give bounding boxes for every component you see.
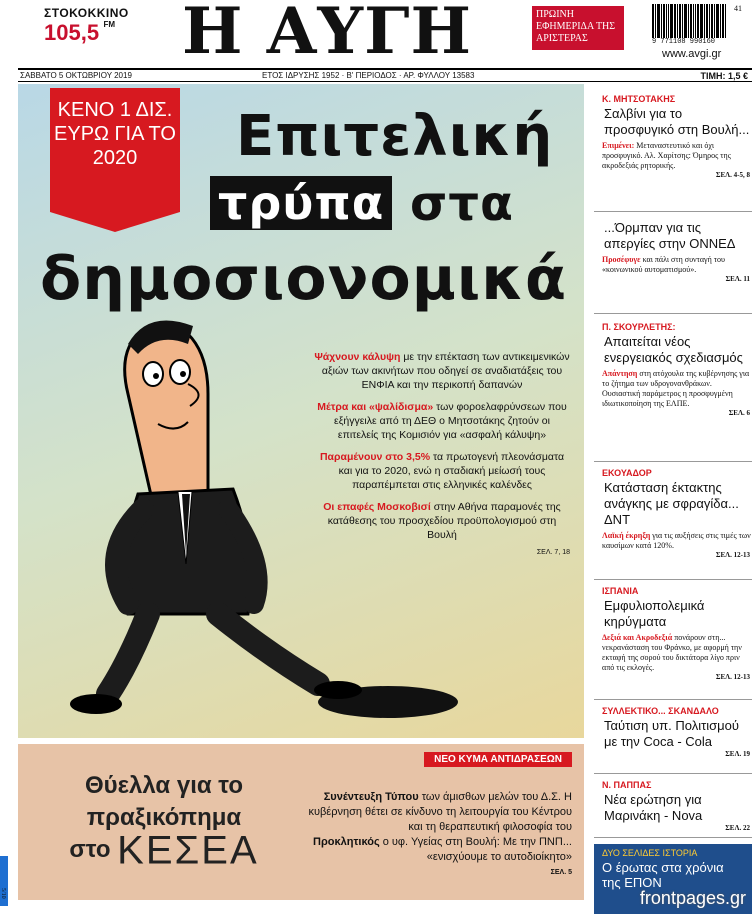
headline-line-2: στα: [410, 176, 514, 232]
founding-info: ΕΤΟΣ ΙΔΡΥΣΗΣ 1952 · Β' ΠΕΡΙΟΔΟΣ · ΑΡ. ΦΥΛΛΟΥ 13583: [262, 71, 475, 80]
radio-promo[interactable]: [44, 6, 144, 46]
headline-line-2-highlight: τρύπα: [210, 176, 392, 230]
bottom-headline: Θύελλα για το πραξικόπημα στο ΚΕΣΕΑ: [69, 772, 259, 873]
main-story-text: [314, 350, 570, 560]
left-edge-number: 5/10: [0, 888, 6, 899]
newspaper-tagline: ΠΡΩΙΝΗ ΕΦΗΜΕΡΙΔΑ ΤΗΣ ΑΡΙΣΤΕΡΑΣ: [532, 6, 624, 50]
price: ΤΙΜΗ: 1,5 €: [700, 70, 748, 81]
sidebar-item[interactable]: ΣΥΛΛΕΚΤΙΚΟ... ΣΚΑΝΔΑΛΟ Ταύτιση υπ. Πολιτισμού με την Coca - Cola ΣΕΛ. 19: [594, 706, 752, 774]
sidebar-item[interactable]: Κ. ΜΗΤΣΟΤΑΚΗΣ Σαλβίνι για το προσφυγικό στη Βουλή... Επιμένει: Μεταναστευτικό και όχι προσφυγικό. Αλ. Χαρίτσης: Όμηρος της ακροδεξιάς ρητορικής. ΣΕΛ. 4-5, 8: [594, 94, 752, 212]
main-paragraph: Ψάχνουν κάλυψη με την επέκταση των αντικειμενικών αξιών των ακινήτων που οδηγεί σε αναδιατάξεις του ΕΝΦΙΑ και την περικοπή δαπανών: [314, 351, 570, 391]
headline-line-1: Επιτελική: [236, 104, 554, 169]
bottom-story[interactable]: [18, 744, 584, 900]
history-kicker: ΔΥΟ ΣΕΛΙΔΕΣ ΙΣΤΟΡΙΑ: [602, 848, 698, 858]
radio-fm: FM: [103, 20, 116, 29]
main-kicker-box: ΚΕΝΟ 1 ΔΙΣ. ΕΥΡΩ ΓΙΑ ΤΟ 2020: [50, 88, 180, 212]
sidebar-item[interactable]: ...Όρμπαν για τις απεργίες στην ΟΝΝΕΔ Προσέφυγε και πάλι στη συνταγή του «κοινωνικού αυτοματισμού». ΣΕΛ. 11: [594, 218, 752, 314]
history-title: Ο έρωτας στα χρόνια της ΕΠΟΝ: [602, 860, 724, 890]
barcode-icon: [652, 4, 744, 38]
website-link[interactable]: www.avgi.gr: [662, 48, 722, 60]
man-leg-left: [108, 614, 148, 694]
main-paragraph: Οι επαφές Μοσκοβισί στην Αθήνα παραμονές της κατάθεσης του προσχεδίου προϋπολογισμού στη Βουλή: [323, 501, 561, 541]
newspaper-logo[interactable]: Η ΑΥΓΗ: [182, 0, 472, 69]
man-eye-right: [170, 360, 190, 384]
kesea-logo: ΚΕΣΕΑ: [117, 828, 259, 873]
sidebar-item[interactable]: Π. ΣΚΟΥΡΛΕΤΗΣ: Απαιτείται νέος ενεργειακός σχεδιασμός Απάντηση στη ατόχουλα της κυβέρνησης για το ζήτημα των υδρογονανθράκων. Ουσιαστική παράμετρος η προσφυγμένη ιδιωτικοποίηση της ΕΛΠΕ. ΣΕΛ. 6: [594, 322, 752, 462]
barcode-number: 9 771108 990160: [652, 38, 716, 46]
watermark: frontpages.gr: [639, 888, 746, 908]
bottom-badge: ΝΕΟ ΚΥΜΑ ΑΝΤΙΔΡΑΣΕΩΝ: [424, 752, 572, 767]
bottom-paragraph: Συνέντευξη Τύπου των άμισθων μελών του Δ.Σ. Η κυβέρνηση θέτει σε κίνδυνο τη λειτουργία του Κέντρου και τη θεραπευτική φιλοσοφία του: [308, 791, 572, 833]
masthead: [0, 0, 752, 70]
man-eye-left: [143, 362, 163, 386]
main-paragraph: Παραμένουν στο 3,5% τα πρωτογενή πλεονάσματα και για το 2020, ενώ η σταδιακή μείωσή τους παραπέμπεται στις ελληνικές καλένδες: [319, 451, 565, 491]
issue-code: 41: [734, 4, 742, 13]
main-story[interactable]: [18, 84, 584, 738]
radio-name: ΣΤΟΚΟΚΚΙΝΟ: [44, 6, 129, 20]
sidebar-item[interactable]: Ν. ΠΑΠΠΑΣ Νέα ερώτηση για Μαρινάκη - Nova ΣΕΛ. 22: [594, 780, 752, 838]
issue-date: ΣΑΒΒΑΤΟ 5 ΟΚΤΩΒΡΙΟΥ 2019: [20, 71, 132, 80]
sidebar-item[interactable]: ΙΣΠΑΝΙΑ Εμφυλιοπολεμικά κηρύγματα Δεξιά και Ακροδεξιά πονάρουν στη... νεκρανάσταση του Φράνκο, με αφορμή την εκταφή της σορού του δικτάτορα λίγο πριν από τις εκλογές. ΣΕΛ. 12-13: [594, 586, 752, 700]
man-leg-right: [218, 614, 318, 684]
dateline: [18, 68, 752, 82]
main-paragraph: Μέτρα και «ψαλίδισμα» των φοροελαφρύνσεων που εξήγγειλε από τη ΔΕΘ ο Μητσοτάκης ζητούν οι επιτελείς της Κομισιόν για «ασφαλή κάλυψη»: [317, 401, 567, 441]
main-pageref: ΣΕΛ. 7, 18: [536, 549, 570, 556]
sidebar-item[interactable]: ΕΚΟΥΑΔΟΡ Κατάσταση έκτακτης ανάγκης με σφραγίδα... ΔΝΤ Λαϊκή έκρηξη για τις αυξήσεις στις τιμές των καυσίμων κατά 120%. ΣΕΛ. 12-13: [594, 468, 752, 580]
bottom-paragraph: Προκλητικός ο υφ. Υγείας στη Βουλή: Με την ΠΝΠ... «ενισχύουμε το αυτοδιοίκητο»: [313, 836, 572, 863]
bottom-pageref: ΣΕΛ. 5: [550, 869, 572, 876]
headline-line-3: δημοσιονομικά: [40, 244, 568, 314]
sidebar: [594, 84, 752, 890]
radio-frequency: 105,5: [44, 20, 100, 45]
